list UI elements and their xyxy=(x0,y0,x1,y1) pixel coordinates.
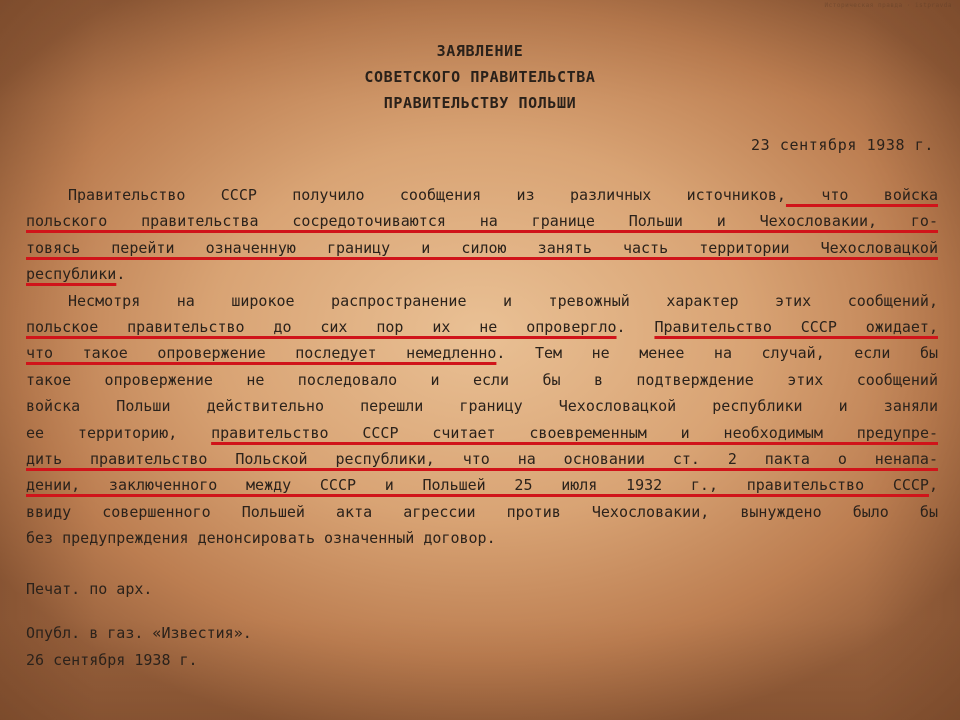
paragraph-2-line-2 xyxy=(26,314,938,340)
underlined-segment: дении, заключенного между СССР и Польшей 25 июля 1932 г., правительство СССР xyxy=(26,476,929,495)
paragraph-1-line-1 xyxy=(26,182,938,208)
paragraph-1-line-2: польского правительства сосредоточиваются на границе Польши и Чехословакии, го- xyxy=(26,212,938,231)
paragraph-2-line-8 xyxy=(26,472,938,498)
underlined-segment: что такое опровержение последует немедленно xyxy=(26,344,497,363)
text-segment: , xyxy=(928,476,938,495)
watermark: Историческая правда · istpravda xyxy=(824,2,952,9)
paragraph-2-line-6 xyxy=(26,420,938,446)
paragraph-2-line-5: войска Польши действительно перешли границу Чехословацкой республики и заняли xyxy=(26,397,938,416)
text-segment: Правительство СССР получило сообщения из различных источников, xyxy=(68,186,786,204)
paragraph-2-line-9: ввиду совершенного Польшей акта агрессии против Чехословакии, вынуждено было бы xyxy=(26,502,938,521)
document-footer xyxy=(26,576,252,673)
paragraph-2-line-3 xyxy=(26,340,938,366)
text-segment: . xyxy=(616,317,655,336)
paragraph-2-line-4: такое опровержение не последовало и если бы в подтверждение этих сообщений xyxy=(26,370,938,389)
text-segment: . Тем не менее на случай, если бы xyxy=(496,344,939,363)
publication-note: Опубл. в газ. «Известия». xyxy=(26,624,252,643)
title-line-3: ПРАВИТЕЛЬСТВУ ПОЛЬШИ xyxy=(383,94,577,112)
paragraph-1-line-4 xyxy=(26,261,938,287)
paragraph-2-line-10: без предупреждения денонсировать означенный договор. xyxy=(26,529,496,548)
text-segment: ее территорию, xyxy=(26,423,212,442)
text-segment: . xyxy=(116,265,126,284)
document-date: 23 сентября 1938 г. xyxy=(751,136,934,154)
title-line-1: ЗАЯВЛЕНИЕ xyxy=(436,42,524,60)
publication-date: 26 сентября 1938 г. xyxy=(26,650,198,669)
paragraph-2-line-7: дить правительство Польской республики, что на основании ст. 2 пакта о ненапа- xyxy=(26,449,938,468)
print-source-note: Печат. по арх. xyxy=(26,580,153,598)
document-title xyxy=(0,38,960,116)
underlined-segment: республики xyxy=(26,265,117,284)
underlined-segment: Правительство СССР ожидает, xyxy=(654,317,938,336)
paragraph-2-line-1: Несмотря на широкое распространение и тревожный характер этих сообщений, xyxy=(68,291,938,310)
paragraph-1-line-3: товясь перейти означенную границу и силою занять часть территории Чехословацкой xyxy=(26,238,938,257)
underlined-segment: правительство СССР считает своевременным и необходимым предупре- xyxy=(211,423,938,442)
document-body xyxy=(26,182,938,551)
title-line-2: СОВЕТСКОГО ПРАВИТЕЛЬСТВА xyxy=(364,68,596,86)
underlined-segment: что войска xyxy=(785,186,938,204)
underlined-segment: польское правительство до сих пор их не опровергло xyxy=(26,317,617,336)
spacer xyxy=(26,602,252,620)
